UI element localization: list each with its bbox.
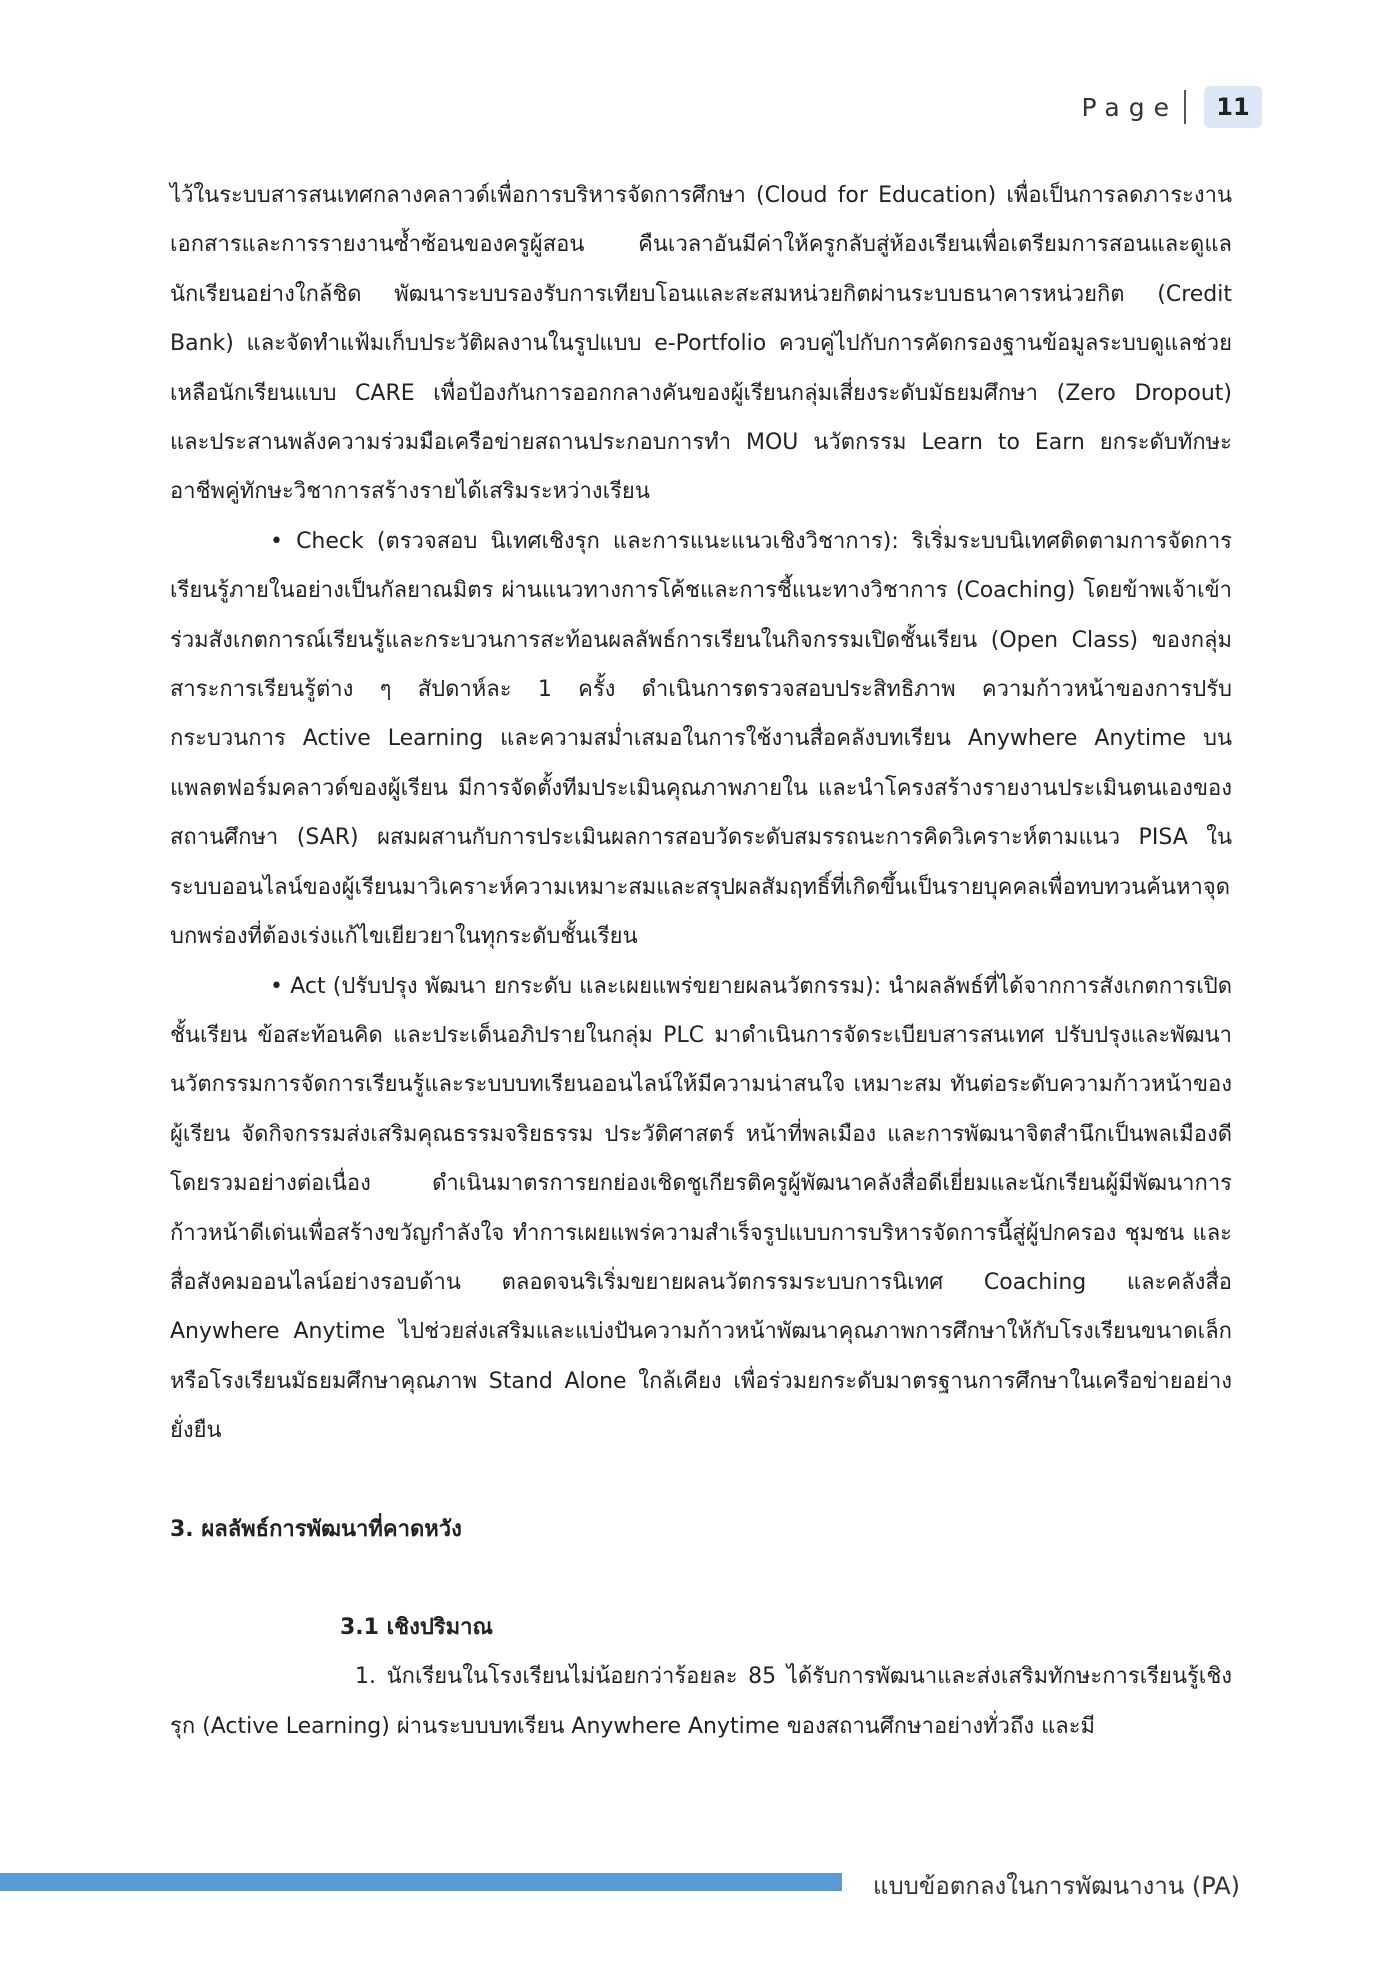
footer-bar (0, 1873, 842, 1891)
paragraph-check: • Check (ตรวจสอบ นิเทศเชิงรุก และการแนะแนวเชิงวิชาการ): ริเริ่มระบบนิเทศติดตามการจัดการเรียนรู้ภายในอย่างเป็นกัลยาณมิตร ผ่านแนวทางการโค้ชและการชี้แนะทางวิชาการ (Coaching) โดยข้าพเจ้าเข้าร่วมสังเกตการณ์เรียนรู้และกระบวนการสะท้อนผลลัพธ์การเรียนในกิจกรรมเปิดชั้นเรียน (Open Class) ของกลุ่มสาระการเรียนรู้ต่าง ๆ สัปดาห์ละ 1 ครั้ง ดำเนินการตรวจสอบประสิทธิภาพ ความก้าวหน้าของการปรับกระบวนการ Active Learning และความสม่ำเสมอในการใช้งานสื่อคลังบทเรียน Anywhere Anytime บนแพลตฟอร์มคลาวด์ของผู้เรียน มีการจัดตั้งทีมประเมินคุณภาพภายใน และนำโครงสร้างรายงานประเมินตนเองของสถานศึกษา (SAR) ผสมผสานกับการประเมินผลการสอบวัดระดับสมรรถนะการคิดวิเคราะห์ตามแนว PISA ในระบบออนไลน์ของผู้เรียนมาวิเคราะห์ความเหมาะสมและสรุปผลสัมฤทธิ์ที่เกิดขึ้นเป็นรายบุคคลเพื่อทบทวนค้นหาจุดบกพร่องที่ต้องเร่งแก้ไขเยียวยาในทุกระดับชั้นเรียน (170, 528, 1232, 950)
paragraph-act: • Act (ปรับปรุง พัฒนา ยกระดับ และเผยแพร่ขยายผลนวัตกรรม): นำผลลัพธ์ที่ได้จากการสังเกตการเปิดชั้นเรียน ข้อสะท้อนคิด และประเด็นอภิปรายในกลุ่ม PLC มาดำเนินการจัดระเบียบสารสนเทศ ปรับปรุงและพัฒนานวัตกรรมการจัดการเรียนรู้และระบบบทเรียนออนไลน์ให้มีความน่าสนใจ เหมาะสม ทันต่อระดับความก้าวหน้าของผู้เรียน จัดกิจกรรมส่งเสริมคุณธรรมจริยธรรม ประวัติศาสตร์ หน้าที่พลเมือง และการพัฒนาจิตสำนึกเป็นพลเมืองดีโดยรวมอย่างต่อเนื่อง ดำเนินมาตรการยกย่องเชิดชูเกียรติครูผู้พัฒนาคลังสื่อดีเยี่ยมและนักเรียนผู้มีพัฒนาการก้าวหน้าดีเด่นเพื่อสร้างขวัญกำลังใจ ทำการเผยแพร่ความสำเร็จรูปแบบการบริหารจัดการนี้สู่ผู้ปกครอง ชุมชน และสื่อสังคมออนไลน์อย่างรอบด้าน ตลอดจนริเริ่มขยายผลนวัตกรรมระบบการนิเทศ Coaching และคลังสื่อ Anywhere Anytime ไปช่วยส่งเสริมและแบ่งปันความก้าวหน้าพัฒนาคุณภาพการศึกษาให้กับโรงเรียนขนาดเล็ก หรือโรงเรียนมัธยมศึกษาคุณภาพ Stand Alone ใกล้เคียง เพื่อร่วมยกระดับมาตรฐานการศึกษาในเครือข่ายอย่างยั่งยืน (170, 973, 1232, 1444)
document-body (170, 171, 1232, 1751)
page-separator (1184, 90, 1186, 124)
footer-text: แบบข้อตกลงในการพัฒนางาน (PA) (872, 1872, 1240, 1900)
paragraph-continuation: ไว้ในระบบสารสนเทศกลางคลาวด์เพื่อการบริหารจัดการศึกษา (Cloud for Education) เพื่อเป็นการลดภาระงานเอกสารและการรายงานซ้ำซ้อนของครูผู้สอน คืนเวลาอันมีค่าให้ครูกลับสู่ห้องเรียนเพื่อเตรียมการสอนและดูแลนักเรียนอย่างใกล้ชิด พัฒนาระบบรองรับการเทียบโอนและสะสมหน่วยกิตผ่านระบบธนาคารหน่วยกิต (Credit Bank) และจัดทำแฟ้มเก็บประวัติผลงานในรูปแบบ e-Portfolio ควบคู่ไปกับการคัดกรองฐานข้อมูลระบบดูแลช่วยเหลือนักเรียนแบบ CARE เพื่อป้องกันการออกกลางคันของผู้เรียนกลุ่มเสี่ยงระดับมัธยมศึกษา (Zero Dropout) และประสานพลังความร่วมมือเครือข่ายสถานประกอบการทำ MOU นวัตกรรม Learn to Earn ยกระดับทักษะอาชีพคู่ทักษะวิชาการสร้างรายได้เสริมระหว่างเรียน (170, 183, 1232, 505)
paragraph-quantity-item-1: 1. นักเรียนในโรงเรียนไม่น้อยกว่าร้อยละ 85 ได้รับการพัฒนาและส่งเสริมทักษะการเรียนรู้เชิงรุก (Active Learning) ผ่านระบบบทเรียน Anywhere Anytime ของสถานศึกษาอย่างทั่วถึง และมี (170, 1664, 1232, 1739)
page-header (1081, 86, 1262, 128)
subsection-heading: 3.1 เชิงปริมาณ (340, 1614, 493, 1640)
section-heading: 3. ผลลัพธ์การพัฒนาที่คาดหวัง (170, 1516, 462, 1542)
page-number: 11 (1204, 86, 1262, 128)
page-label: Page (1081, 92, 1178, 122)
